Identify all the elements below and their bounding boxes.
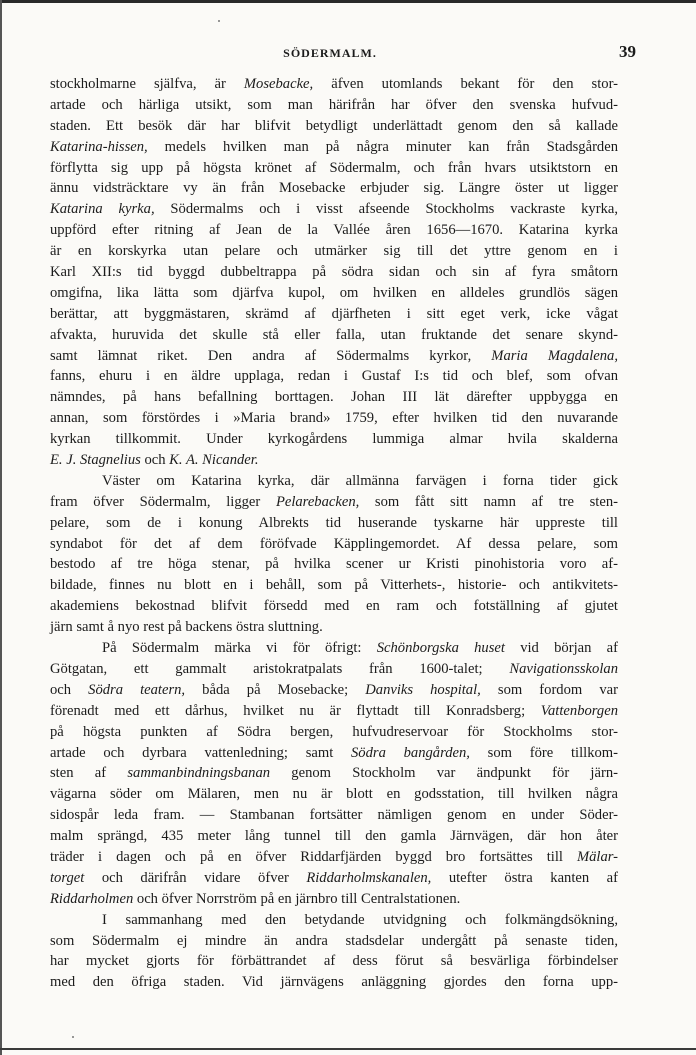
text-line — [50, 513, 618, 534]
text-run: förenadt med ett dårhus, hvilket nu är flyttadt till Konradsberg; — [50, 702, 541, 719]
text-line — [50, 304, 618, 325]
text-line — [50, 199, 618, 220]
text-line — [50, 220, 618, 241]
italic-name: Södra teatern, — [88, 681, 186, 698]
text-run: och därifrån vidare öfver — [84, 869, 307, 886]
text-run: träder i dagen och på en öfver Riddarfjärden byggd bro fortsättes till — [50, 848, 577, 865]
scan-left-edge — [0, 0, 2, 1055]
italic-name: Pelarebacken, — [275, 493, 360, 510]
text-run: sten af — [50, 765, 128, 782]
text-line — [50, 826, 618, 847]
italic-name: Navigationsskolan — [509, 660, 618, 677]
text-line — [50, 596, 618, 617]
text-line — [50, 722, 618, 743]
text-run: artade och härliga utsikt, som man härifrån har öfver den svenska hufvud- — [50, 96, 618, 113]
italic-name: Katarina-hissen, — [50, 138, 148, 155]
text-run: Götgatan, ett gammalt aristokratpalats från 1600-talet; — [50, 660, 510, 677]
text-line — [50, 325, 618, 346]
text-line — [50, 951, 618, 972]
text-line — [50, 366, 618, 387]
text-run: ännu vidsträcktare vy än från Mosebacke erbjuder sig. Längre öster ut ligger — [50, 180, 618, 197]
text-run: vägarna söder om Mälaren, men nu är blott en godsstation, till hvilken några — [50, 786, 618, 803]
italic-name: torget — [50, 869, 85, 886]
text-run: fanns, ehuru i en äldre upplaga, redan i Gustaf I:s tid och blef, som ofvan — [50, 368, 618, 385]
text-run: omgifna, lika lätta som djärfva kupol, om hvilken en alldeles grundlös sägen — [50, 284, 618, 301]
italic-name: Riddarholmskanalen, — [306, 869, 432, 886]
text-run: syndabot för det af dem föröfvade Käpplingemordet. Af dessa pelare, som — [50, 535, 618, 552]
text-run: sidospår leda fram. — Stambanan fortsätter nämligen genom en under Söder- — [50, 807, 618, 824]
text-line — [50, 680, 618, 701]
body-text — [50, 74, 618, 993]
scan-speck — [218, 20, 220, 22]
text-run: staden. Ett besök där har blifvit betydligt underlättadt genom den så kallade — [50, 117, 618, 134]
text-run: som före tillkom- — [469, 744, 618, 761]
text-line — [50, 638, 618, 659]
text-run: äfven utomlands bekant för den stor- — [313, 76, 618, 92]
scan-speck — [72, 1036, 74, 1038]
text-run: malm sprängd, 435 meter lång tunnel till den gamla Järnvägen, där hon åter — [50, 828, 618, 845]
text-line — [50, 659, 618, 680]
text-run: berättar, att byggmästaren, skrämd af djärfheten i sitt eget verk, icke vågat — [50, 305, 618, 322]
text-line — [50, 972, 618, 993]
text-line — [50, 158, 618, 179]
text-line — [50, 471, 618, 492]
italic-name: Södra bangården, — [351, 744, 470, 761]
text-line — [50, 262, 618, 283]
text-run: artade och dyrbara vattenledning; samt — [50, 744, 351, 761]
scan-bottom-edge — [0, 1048, 696, 1050]
text-run: I sammanhang med den betydande utvidgning och folkmängdsökning, — [102, 911, 618, 928]
text-line — [50, 931, 618, 952]
text-line — [50, 701, 618, 722]
text-run: afvakta, huruvida det skulle stå eller falla, utan fruktande det senare skynd- — [50, 326, 618, 343]
text-line — [50, 575, 618, 596]
italic-name: Vattenborgen — [540, 702, 618, 719]
text-run: som fått sitt namn af tre sten- — [359, 493, 618, 510]
text-run: nämndes, på hans befallning borttagen. Johan III lät därefter uppbygga en — [50, 389, 618, 406]
text-run: med den öfriga staden. Vid järnvägens anläggning gjordes den forna upp- — [50, 974, 618, 991]
text-run: fram öfver Södermalm, ligger — [50, 493, 276, 510]
text-run: Väster om Katarina kyrka, där allmänna farvägen i forna tider gick — [102, 472, 618, 489]
text-line — [50, 283, 618, 304]
text-run: kyrkan tillkommit. Under kyrkogårdens lummiga almar hvila skalderna — [50, 431, 618, 448]
text-run: uppförd efter ritning af Jean de la Vallée åren 1656—1670. Katarina kyrka — [50, 222, 618, 239]
text-line — [50, 450, 618, 471]
italic-name: Riddarholmen — [50, 890, 134, 907]
text-line — [50, 429, 618, 450]
text-line — [50, 847, 618, 868]
text-run: och öfver Norrström på en järnbro till Centralstationen. — [133, 890, 461, 907]
text-line — [50, 784, 618, 805]
text-line — [50, 910, 618, 931]
text-run: pelare, som de i konung Albrekts tid huserande tyskarne här uppreste till — [50, 514, 618, 531]
italic-name: sammanbindningsbanan — [127, 765, 271, 782]
text-run: annan, som förstördes i »Maria brand» 1759, efter hvilken tid den nuvarande — [50, 410, 618, 427]
text-line — [50, 74, 618, 95]
text-line — [50, 116, 618, 137]
text-line — [50, 743, 618, 764]
italic-name: Schönborgska huset — [376, 640, 505, 657]
text-run: och — [50, 681, 89, 698]
text-line — [50, 95, 618, 116]
text-run: förflytta sig upp på högsta krönet af Södermalm, och från hvars utsiktstorn en — [50, 159, 618, 176]
text-run: samt lämnat riket. Den andra af Södermalms kyrkor, — [50, 347, 492, 364]
italic-name: E. J. Stagnelius — [50, 452, 141, 469]
text-run: är en korskyrka utan pelare och utmärker sig till det yttre genom en i — [50, 243, 618, 260]
text-line — [50, 763, 618, 784]
text-line — [50, 868, 618, 889]
text-line — [50, 387, 618, 408]
text-run: stockholmarne själfva, är — [50, 76, 244, 92]
page-number: 39 — [619, 42, 636, 61]
text-run: järn samt å nyo rest på backens östra sluttning. — [50, 619, 323, 636]
text-run: På Södermalm märka vi för öfrigt: — [102, 640, 377, 657]
text-run: akademiens bekostnad blifvit försedd med en ram och fotställning af gjutet — [50, 598, 618, 615]
text-run: bestodo af tre höga stenar, på hvilka scener ur Kristi pinohistoria voro af- — [50, 556, 618, 573]
text-line — [50, 178, 618, 199]
italic-name: K. A. Nicander. — [169, 452, 259, 469]
running-title: SÖDERMALM. — [283, 46, 377, 60]
text-run: bildade, finnes nu blott en i behåll, som på Vitterhets-, historie- och antikvitets- — [50, 577, 618, 594]
text-line — [50, 241, 618, 262]
text-run: vid början af — [504, 640, 618, 657]
text-run: Karl XII:s tid byggd dubbeltrappa på södra sidan och sin af fyra småtorn — [50, 264, 618, 281]
italic-name: Katarina kyrka, — [50, 201, 155, 218]
text-run: Södermalms och i visst afseende Stockholms vackraste kyrka, — [154, 201, 618, 218]
text-line — [50, 805, 618, 826]
scan-top-edge — [0, 0, 696, 3]
text-line — [50, 137, 618, 158]
text-run: medels hvilken man på några minuter kan från Stadsgården — [147, 138, 618, 155]
text-run: har mycket gjorts för förbättrandet af dess förut så besvärliga förbindelser — [50, 953, 618, 970]
text-line — [50, 408, 618, 429]
italic-name: Mosebacke, — [243, 76, 314, 92]
italic-name: Danviks hospital, — [365, 681, 481, 698]
text-line — [50, 346, 618, 367]
text-run: på högsta punkten af Södra bergen, hufvudreservoar för Stockholms stor- — [50, 723, 618, 740]
text-run: som Södermalm ej mindre än andra stadsdelar undergått på senaste tiden, — [50, 932, 618, 949]
text-run: genom Stockholm var ändpunkt för järn- — [270, 765, 618, 782]
text-run: som fordom var — [480, 681, 618, 698]
text-run: båda på Mosebacke; — [185, 681, 366, 698]
text-run: utefter östra kanten af — [431, 869, 619, 886]
text-line — [50, 889, 618, 910]
text-line — [50, 554, 618, 575]
italic-name: Mälar- — [576, 848, 618, 865]
text-line — [50, 534, 618, 555]
text-line — [50, 617, 618, 638]
text-run: och — [140, 452, 170, 469]
text-line — [50, 492, 618, 513]
italic-name: Maria Magdalena, — [491, 347, 618, 364]
